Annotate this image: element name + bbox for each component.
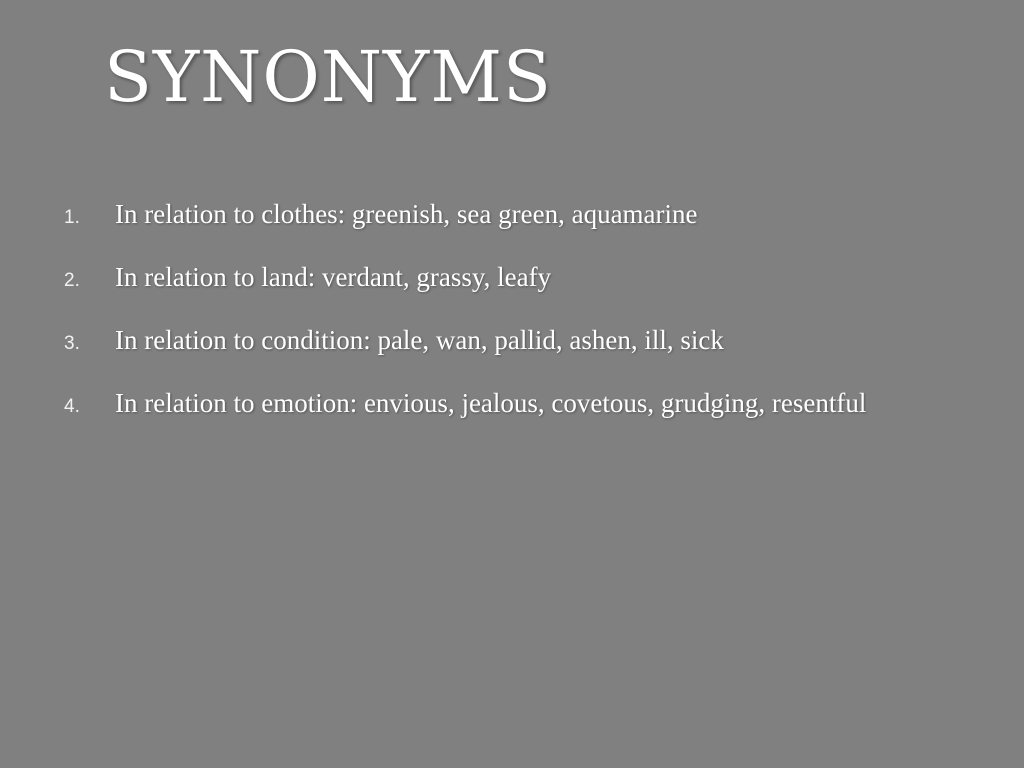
list-item [64, 325, 866, 388]
list-number: 1. [64, 207, 80, 228]
list-text: In relation to condition: pale, wan, pallid, ashen, ill, sick [115, 325, 724, 355]
list-number: 2. [64, 270, 80, 291]
list-text: In relation to land: verdant, grassy, leafy [115, 262, 552, 292]
list-number: 3. [64, 333, 80, 354]
slide-title: SYNONYMS [104, 36, 552, 118]
synonym-list [64, 199, 866, 451]
list-text: In relation to clothes: greenish, sea green, aquamarine [115, 199, 698, 229]
list-item [64, 388, 866, 451]
list-item [64, 262, 866, 325]
list-item [64, 199, 866, 262]
list-number: 4. [64, 396, 80, 417]
list-text: In relation to emotion: envious, jealous, covetous, grudging, resentful [115, 388, 867, 418]
